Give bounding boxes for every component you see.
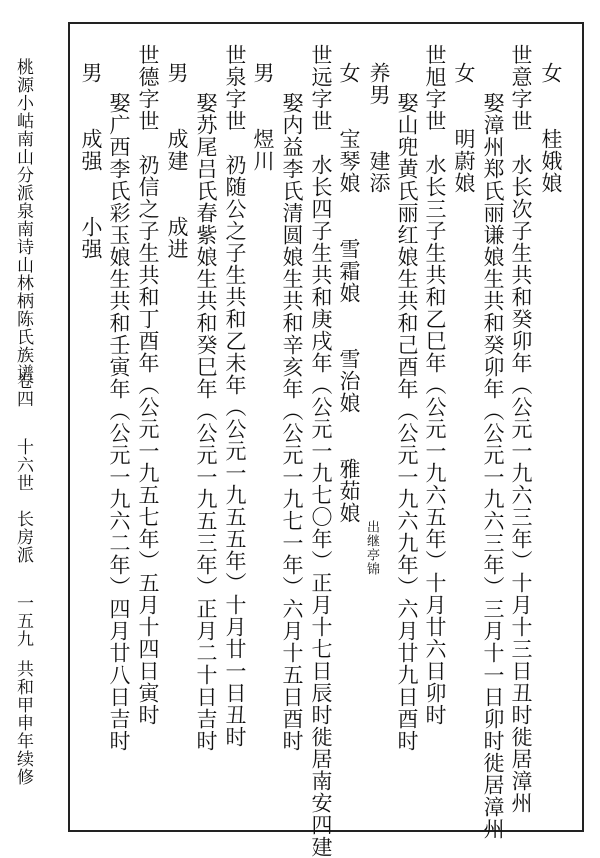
text-column: 世泉字世 礽随公之子生共和乙未年（公元一九五五年）十月廿一日丑时 bbox=[223, 44, 247, 748]
edition-label: 共和甲申年续修 bbox=[13, 660, 33, 786]
text-column: 养男 建添 bbox=[367, 62, 391, 194]
page-number: 一五九 bbox=[13, 594, 33, 648]
text-column-note: 出继亭锦 bbox=[364, 520, 379, 576]
text-column: 娶内益李氏清圆娘生共和辛亥年（公元一九七一年）六月十五日酉时 bbox=[280, 92, 304, 752]
volume-label: 卷四 bbox=[13, 372, 33, 408]
text-column: 女 宝琴娘 雪霜娘 雪治娘 雅茹娘 bbox=[337, 62, 361, 524]
text-column: 女 桂娥娘 bbox=[539, 62, 563, 194]
text-column: 世意字世 水长次子生共和癸卯年（公元一九六三年）十月十三日丑时徙居漳州 bbox=[509, 44, 533, 814]
text-column: 娶广西李氏彩玉娘生共和壬寅年（公元一九六二年）四月廿八日吉时 bbox=[107, 92, 131, 752]
text-column: 娶山兜黄氏丽红娘生共和己酉年（公元一九六九年）六月廿九日酉时 bbox=[395, 92, 419, 752]
text-column: 娶苏尾吕氏春紫娘生共和癸巳年（公元一九五三年）正月二十日吉时 bbox=[194, 92, 218, 752]
text-column: 男 煜川 bbox=[251, 62, 275, 172]
text-column: 男 成建 成进 bbox=[165, 62, 189, 260]
text-column: 男 成强 小强 bbox=[79, 62, 103, 260]
text-column: 世远字世 水长四子生共和庚戌年（公元一九七〇年）正月十七日辰时徙居南安四建 bbox=[309, 44, 333, 858]
book-title: 桃源小岵南山分派泉南诗山林柄陈氏族谱 bbox=[13, 58, 33, 382]
text-column: 世旭字世 水长三子生共和乙巳年（公元一九六五年）十月廿六日卯时 bbox=[423, 44, 447, 726]
section-label: 十六世 长房派 bbox=[13, 438, 33, 564]
text-column: 娶漳州郑氏丽谦娘生共和癸卯年（公元一九六三年）三月十一日卯时徙居漳州 bbox=[481, 92, 505, 840]
text-column: 世德字世 礽信之子生共和丁酉年（公元一九五七年）五月十四日寅时 bbox=[136, 44, 160, 726]
text-column: 女 明蔚娘 bbox=[452, 62, 476, 194]
